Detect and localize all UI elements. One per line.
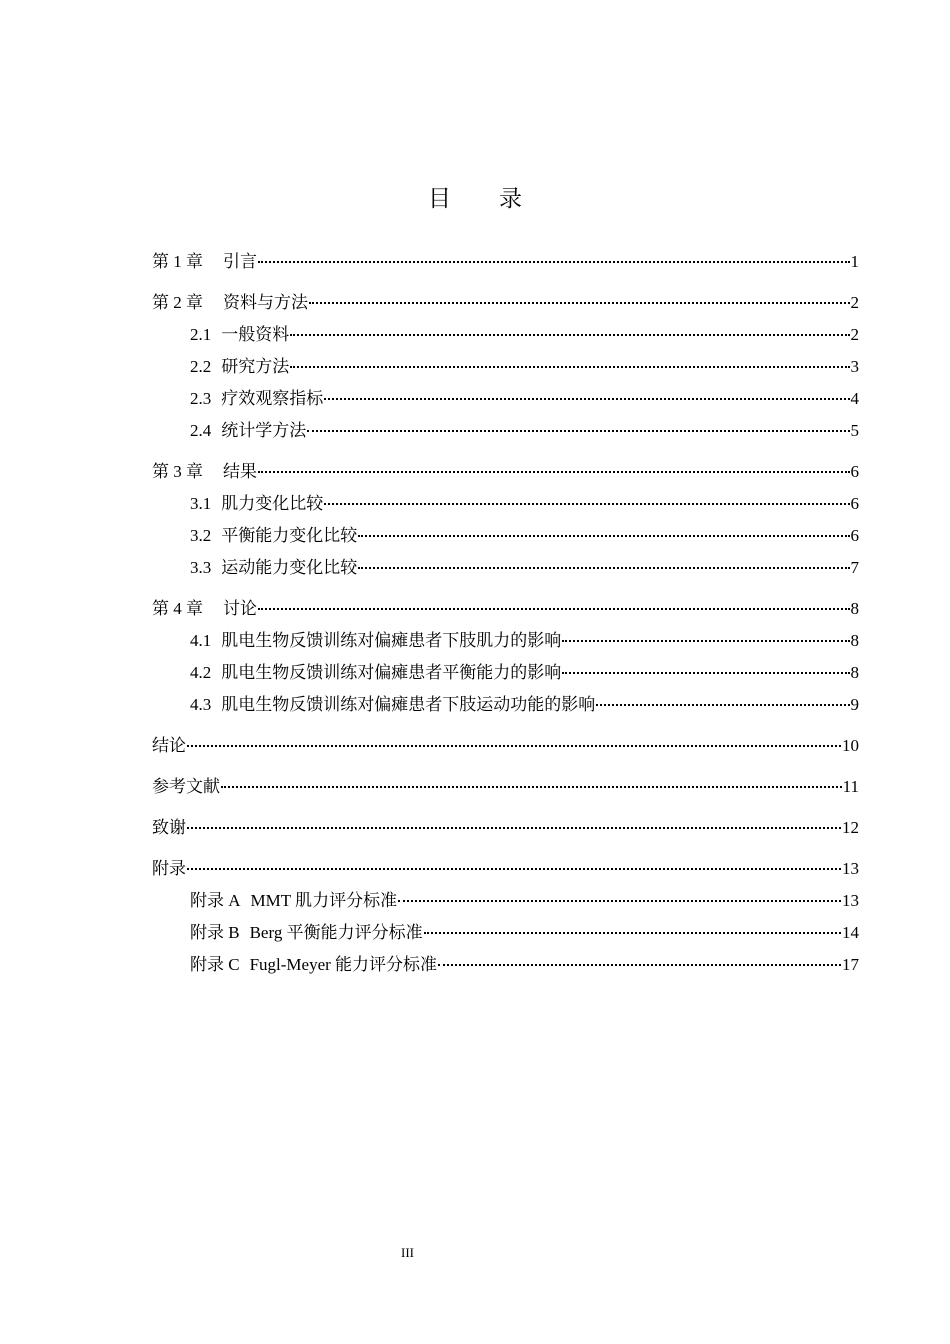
toc-entry-number: 4.3 [190, 695, 212, 714]
toc-entry[interactable] [152, 287, 859, 319]
toc-entry-number: 3.1 [190, 494, 212, 513]
toc-entry[interactable] [152, 319, 859, 351]
toc-entry-title: 肌电生物反馈训练对偏瘫患者下肢运动功能的影响 [221, 695, 596, 714]
toc-entry-label [190, 415, 306, 447]
toc-entry[interactable] [152, 689, 859, 721]
toc-entry-title: 肌力变化比较 [221, 494, 324, 513]
toc-entry-label [190, 383, 323, 415]
dot-leader [438, 964, 841, 966]
toc-entry-label [190, 885, 397, 917]
toc-entry[interactable] [152, 812, 859, 844]
toc-entry[interactable] [152, 415, 859, 447]
toc-entry[interactable] [152, 488, 859, 520]
toc-entry-label [190, 917, 423, 949]
toc-entry-page: 10 [842, 736, 859, 755]
toc-entry-number: 3.2 [190, 526, 212, 545]
toc-entry-label [190, 351, 289, 383]
dot-leader [290, 366, 849, 368]
toc-entry-label [152, 287, 308, 319]
toc-entry-page: 1 [850, 252, 859, 271]
toc-entry-title: Fugl-Meyer 能力评分标准 [249, 955, 438, 974]
toc-entry-page: 8 [850, 663, 859, 682]
toc-entry[interactable] [152, 917, 859, 949]
dot-leader [307, 430, 849, 432]
toc-entry-page: 6 [850, 494, 859, 513]
dot-leader [358, 567, 849, 569]
toc-entry-page: 11 [842, 777, 859, 796]
toc-entry-number: 2.2 [190, 357, 212, 376]
dot-leader [309, 302, 850, 304]
toc-entry-page: 2 [850, 325, 859, 344]
dot-leader [187, 745, 841, 747]
toc-entry-title: 资料与方法 [223, 293, 308, 312]
dot-leader [324, 503, 849, 505]
toc-entry[interactable] [152, 853, 859, 885]
dot-leader [398, 900, 841, 902]
toc-entry[interactable] [152, 949, 859, 981]
toc-entry-title: 肌电生物反馈训练对偏瘫患者平衡能力的影响 [221, 663, 562, 682]
toc-entry[interactable] [152, 885, 859, 917]
toc-entry-page: 8 [850, 599, 859, 618]
dot-leader [562, 640, 849, 642]
toc-entry[interactable] [152, 730, 859, 762]
toc-entry-title: 附录 [152, 859, 186, 878]
toc-entry-title: 统计学方法 [221, 421, 307, 440]
toc-entry-title: 引言 [223, 252, 257, 271]
toc-entry-title: 讨论 [223, 599, 257, 618]
toc-entry-number: 第 2 章 [152, 293, 203, 312]
toc-entry-label [190, 689, 595, 721]
toc-entry-label [152, 812, 186, 844]
table-of-contents [152, 246, 859, 981]
toc-entry-number: 第 3 章 [152, 462, 203, 481]
toc-entry-page: 9 [850, 695, 859, 714]
dot-leader [596, 704, 849, 706]
toc-entry-label [190, 625, 561, 657]
toc-entry-page: 3 [850, 357, 859, 376]
toc-entry-label [190, 657, 561, 689]
toc-entry-number: 第 1 章 [152, 252, 203, 271]
toc-entry-label [152, 593, 257, 625]
toc-entry-label [152, 456, 257, 488]
toc-entry-label [190, 488, 323, 520]
toc-entry-label [190, 520, 357, 552]
toc-entry-number: 4.1 [190, 631, 212, 650]
page-number-footer: III [401, 1245, 414, 1260]
toc-entry[interactable] [152, 657, 859, 689]
toc-entry-title: MMT 肌力评分标准 [250, 891, 398, 910]
toc-entry[interactable] [152, 593, 859, 625]
toc-entry-label [152, 853, 186, 885]
toc-entry-label [152, 246, 257, 278]
toc-entry-page: 13 [842, 891, 859, 910]
toc-entry[interactable] [152, 383, 859, 415]
dot-leader [258, 608, 850, 610]
toc-entry[interactable] [152, 246, 859, 278]
toc-entry-number: 2.1 [190, 325, 212, 344]
toc-entry-number: 2.3 [190, 389, 212, 408]
title-char-2: 录 [499, 186, 522, 211]
toc-entry-title: Berg 平衡能力评分标准 [249, 923, 423, 942]
toc-entry-page: 4 [850, 389, 859, 408]
dot-leader [187, 868, 841, 870]
toc-entry[interactable] [152, 771, 859, 803]
toc-entry-page: 13 [842, 859, 859, 878]
toc-entry-page: 12 [842, 818, 859, 837]
toc-entry[interactable] [152, 520, 859, 552]
toc-entry-title: 研究方法 [221, 357, 290, 376]
toc-entry-number: 4.2 [190, 663, 212, 682]
toc-entry[interactable] [152, 456, 859, 488]
dot-leader [258, 471, 850, 473]
toc-entry[interactable] [152, 552, 859, 584]
toc-entry-title: 一般资料 [221, 325, 290, 344]
toc-entry-title: 结论 [152, 736, 186, 755]
dot-leader [290, 334, 849, 336]
toc-entry-title: 疗效观察指标 [221, 389, 324, 408]
toc-entry-label [190, 949, 437, 981]
toc-entry-number: 附录 B [190, 923, 240, 942]
toc-entry-number: 附录 C [190, 955, 240, 974]
toc-entry-page: 17 [842, 955, 859, 974]
toc-entry-title: 参考文献 [152, 777, 220, 796]
toc-entry-page: 2 [850, 293, 859, 312]
toc-entry-number: 2.4 [190, 421, 212, 440]
dot-leader [424, 932, 841, 934]
toc-entry-page: 14 [842, 923, 859, 942]
toc-entry-page: 5 [850, 421, 859, 440]
toc-entry-page: 6 [850, 526, 859, 545]
toc-entry-page: 8 [850, 631, 859, 650]
toc-entry-title: 平衡能力变化比较 [221, 526, 358, 545]
dot-leader [358, 535, 849, 537]
page-title [0, 180, 950, 213]
dot-leader [324, 398, 849, 400]
toc-entry-page: 7 [850, 558, 859, 577]
toc-entry-label [190, 319, 289, 351]
toc-entry-page: 6 [850, 462, 859, 481]
dot-leader [187, 827, 841, 829]
toc-entry-label [190, 552, 357, 584]
toc-entry-number: 3.3 [190, 558, 212, 577]
toc-entry[interactable] [152, 351, 859, 383]
dot-leader [562, 672, 849, 674]
toc-entry-label [152, 730, 186, 762]
toc-entry-label [152, 771, 220, 803]
toc-entry-title: 运动能力变化比较 [221, 558, 358, 577]
dot-leader [221, 786, 842, 788]
toc-entry-title: 结果 [223, 462, 257, 481]
dot-leader [258, 261, 850, 263]
toc-entry[interactable] [152, 625, 859, 657]
toc-entry-number: 附录 A [190, 891, 241, 910]
title-char-1: 目 [428, 186, 451, 211]
toc-entry-title: 肌电生物反馈训练对偏瘫患者下肢肌力的影响 [221, 631, 562, 650]
toc-entry-title: 致谢 [152, 818, 186, 837]
toc-entry-number: 第 4 章 [152, 599, 203, 618]
